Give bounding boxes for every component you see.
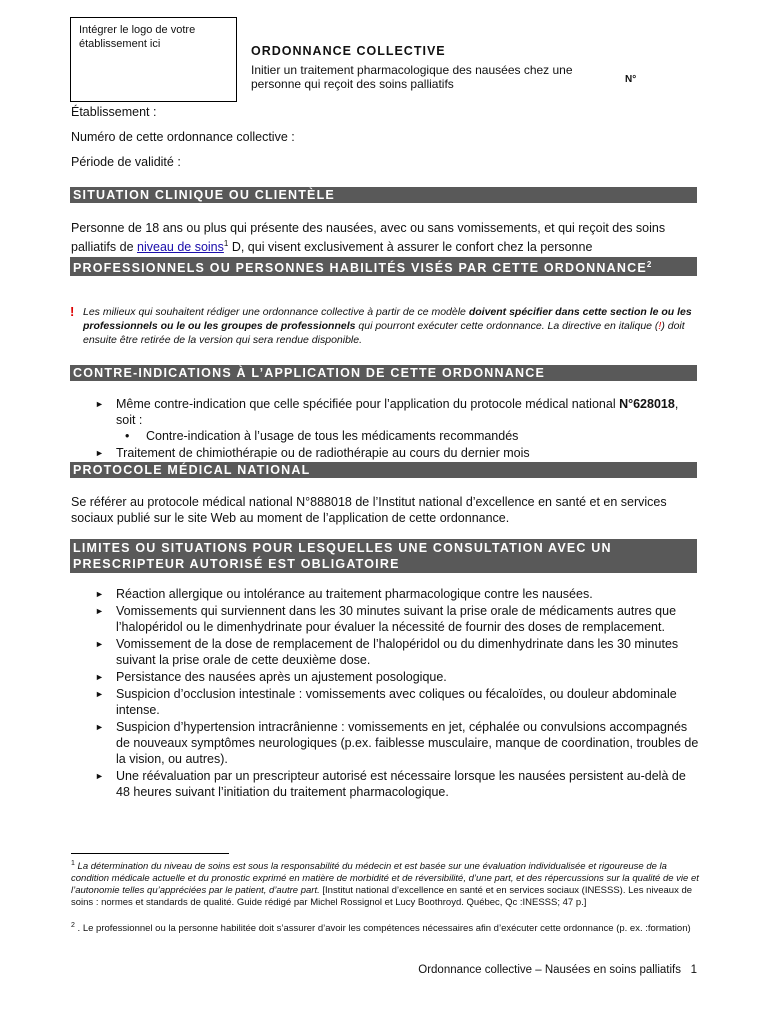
footnote-ref-2: 2: [646, 260, 653, 269]
note-part1: Les milieux qui souhaitent rédiger une ordonnance collective à partir de ce modèle: [83, 306, 469, 318]
arrow-bullet-icon: ►: [95, 771, 104, 781]
arrow-bullet-icon: ►: [95, 689, 104, 699]
field-periode: Période de validité :: [71, 155, 181, 169]
situation-text-after: D, qui visent exclusivement à assurer le confort chez la personne: [228, 240, 593, 255]
limites-item: Suspicion d’hypertension intracrânienne : vomissements en jet, céphalée ou convulsions accompagnés de nouveaux symptômes neurologiques (p.ex. faiblesse musculaire, manque de coordination, troubles de la vision, ou autres).: [116, 720, 699, 766]
limites-item: Vomissements qui surviennent dans les 30 minutes suivant la prise orale de médicaments autres que l’halopéridol ou le dimenhydrinate pour évaluer la nécessité de fournir des doses de remplacement.: [116, 604, 677, 634]
limites-item: Réaction allergique ou intolérance au traitement pharmacologique contre les nausées.: [116, 587, 593, 601]
contre-sublist: [125, 428, 700, 444]
note-part3: ) doit ensuite être retirée de la version qui sera rendue disponible.: [83, 320, 685, 346]
contre-sub-item: Contre-indication à l’usage de tous les médicaments recommandés: [146, 429, 519, 443]
section-title-limites: [70, 539, 697, 573]
list-item: [95, 719, 700, 767]
limites-title-line2: PRESCRIPTEUR AUTORISÉ EST OBLIGATOIRE: [73, 557, 400, 571]
niveau-de-soins-link[interactable]: niveau de soins: [137, 240, 224, 255]
page-footer: [418, 964, 697, 976]
arrow-bullet-icon: ►: [95, 722, 104, 732]
list-item: [95, 768, 700, 800]
list-item: [95, 686, 700, 718]
footnote-ref-1: 1: [223, 239, 229, 248]
document-title: ORDONNANCE COLLECTIVE: [251, 44, 446, 58]
list-item: [95, 636, 700, 668]
note-bold: doivent spécifier dans cette section le ou les professionnels ou le ou les groupes de professionnels: [83, 306, 692, 332]
list-item: [95, 445, 700, 461]
professionnels-title-text: PROFESSIONNELS OU PERSONNES HABILITÉS VISÉS PAR CETTE ORDONNANCE: [73, 261, 647, 276]
section-title-professionnels: [70, 257, 697, 276]
arrow-bullet-icon: ►: [95, 589, 104, 599]
dot-bullet-icon: •: [125, 429, 130, 443]
section-title-situation: SITUATION CLINIQUE OU CLIENTÈLE: [70, 187, 697, 203]
arrow-bullet-icon: ►: [95, 672, 104, 682]
contre-item1-bold: N°628018: [619, 397, 675, 411]
page-number: 1: [690, 964, 697, 976]
footnote-2-text: . Le professionnel ou la personne habilitée doit s’assurer d’avoir les compétences nécessaires afin d’exécuter cette ordonnance (p. ex. :formation): [74, 923, 691, 935]
limites-list: [95, 586, 700, 801]
footnote-1-italic: La détermination du niveau de soins est sous la responsabilité du médecin et est basée sur une évaluation individualisée et rigoureuse de la condition médicale actuelle et du pronostic exprimé en matière de morbidité et de réversibilité, d’une part, et des répercussions sur la qualité de vie et l’autonomie telles qu’appréciées par le patient, d’autre part.: [71, 861, 699, 897]
section-title-protocole: PROTOCOLE MÉDICAL NATIONAL: [70, 462, 697, 478]
warning-icon: !: [70, 304, 75, 319]
note-red-mark: !: [658, 320, 662, 332]
list-item: [95, 603, 700, 635]
field-etablissement: Établissement :: [71, 105, 157, 119]
list-item: [95, 396, 700, 444]
footnote-divider: [71, 853, 229, 854]
limites-item: Vomissement de la dose de remplacement de l’halopéridol ou du dimenhydrinate dans les 30 minutes suivant la prise orale de cette deuxième dose.: [116, 637, 679, 667]
arrow-bullet-icon: ►: [95, 639, 104, 649]
list-item: [95, 669, 700, 685]
list-item: [125, 428, 700, 444]
limites-item: Une réévaluation par un prescripteur autorisé est nécessaire lorsque les nausées persistent au-delà de 48 heures suivant l’initiation du traitement pharmacologique.: [116, 769, 686, 799]
document-subtitle: Initier un traitement pharmacologique des nausées chez une personne qui reçoit des soins palliatifs: [251, 63, 573, 91]
footer-title: Ordonnance collective – Nausées en soins palliatifs: [418, 964, 681, 976]
limites-item: Persistance des nausées après un ajustement posologique.: [116, 670, 447, 684]
arrow-bullet-icon: ►: [95, 606, 104, 616]
footnote-2-number: 2: [71, 922, 75, 929]
limites-item: Suspicion d’occlusion intestinale : vomissements avec coliques ou fécaloïdes, ou douleur abdominale intense.: [116, 687, 677, 717]
footnote-2: [71, 920, 701, 935]
situation-text-before: Personne de 18 ans ou plus qui présente des nausées, avec ou sans vomissements, et qui reçoit des soins palliatifs de: [71, 221, 666, 255]
footnote-1: [71, 858, 701, 909]
contre-indications-list: [95, 396, 700, 462]
limites-title-line1: LIMITES OU SITUATIONS POUR LESQUELLES UNE CONSULTATION AVEC UN: [73, 541, 612, 555]
contre-item1-after: , soit :: [116, 397, 679, 427]
footnote-1-number: 1: [71, 860, 75, 867]
arrow-bullet-icon: ►: [95, 448, 104, 458]
document-number-label: N°: [625, 74, 637, 85]
list-item: [95, 586, 700, 602]
contre-item2-text: Traitement de chimiothérapie ou de radiothérapie au cours du dernier mois: [116, 446, 530, 460]
section-title-contre-indications: CONTRE-INDICATIONS À L’APPLICATION DE CETTE ORDONNANCE: [70, 365, 697, 381]
logo-placeholder: Intégrer le logo de votre établissement ici: [70, 17, 237, 102]
arrow-bullet-icon: ►: [95, 399, 104, 409]
situation-paragraph: [71, 220, 701, 255]
field-numero: Numéro de cette ordonnance collective :: [71, 130, 295, 144]
protocole-paragraph: Se référer au protocole médical national N°888018 de l’Institut national d’excellence en santé et en services sociaux publié sur le site Web au moment de l’application de cette ordonnance.: [71, 495, 667, 525]
note-part2: qui pourront exécuter cette ordonnance. La directive en italique (: [355, 320, 659, 332]
footnote-1-reference: [Institut national d’excellence en santé et en services sociaux (INESSS). Les niveaux de soins : normes et standards de qualité. Guide rédigé par Michel Rossignol et Lucy Boothroyd. Québec, Qc :INESSS; 47 p.]: [71, 885, 693, 909]
directive-note: [70, 305, 700, 347]
contre-item1-text: Même contre-indication que celle spécifiée pour l’application du protocole médical national: [116, 397, 620, 411]
